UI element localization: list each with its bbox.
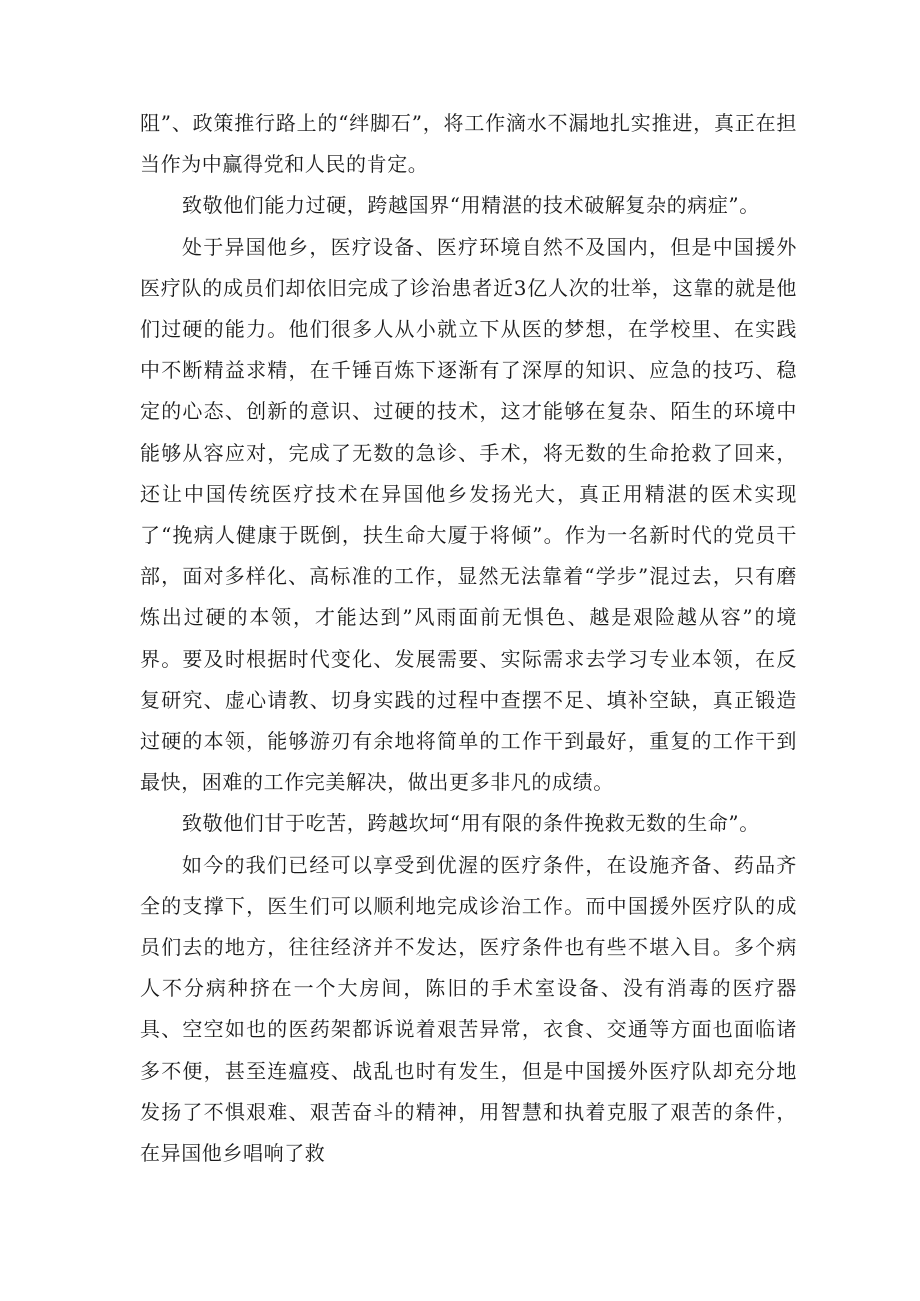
- paragraph-heading-hardship: 致敬他们甘于吃苦，跨越坎坷“用有限的条件挽救无数的生命”。: [182, 811, 760, 836]
- paragraph-heading-ability: 致敬他们能力过硬，跨越国界“用精湛的技术破解复杂的病症”。: [182, 193, 760, 218]
- paragraph-body-ability: 处于异国他乡，医疗设备、医疗环境自然不及国内，但是中国援外医疗队的成员们却依旧完成了诊治患者近3亿人次的壮举，这靠的就是他们过硬的能力。他们很多人从小就立下从医的梦想，在学校里、在实践中不断精益求精，在千锤百炼下逐渐有了深厚的知识、应急的技巧、稳定的心态、创新的意识、过硬的技术，这才能够在复杂、陌生的环境中能够从容应对，完成了无数的急诊、手术，将无数的生命抢救了回来，还让中国传统医疗技术在异国他乡发扬光大，真正用精湛的医术实现了“挽病人健康于既倒，扶生命大厦于将倾”。作为一名新时代的党员干部，面对多样化、高标准的工作，显然无法靠着“学步”混过去，只有磨炼出过硬的本领，才能达到”风雨面前无惧色、越是艰险越从容”的境界。要及时根据时代变化、发展需要、实际需求去学习专业本领，在反复研究、虚心请教、切身实践的过程中查摆不足、填补空缺，真正锻造过硬的本领，能够游刃有余地将简单的工作干到最好，重复的工作干到最快，困难的工作完美解决，做出更多非凡的成绩。: [140, 234, 797, 795]
- paragraph-body-hardship: 如今的我们已经可以享受到优渥的医疗条件，在设施齐备、药品齐全的支撑下，医生们可以顺利地完成诊治工作。而中国援外医疗队的成员们去的地方，往往经济并不发达，医疗条件也有些不堪入目。多个病人不分病种挤在一个大房间，陈旧的手术室设备、没有消毒的医疗器具、空空如也的医药架都诉说着艰苦异常，衣食、交通等方面也面临诸多不便，甚至连瘟疫、战乱也时有发生，但是中国援外医疗队却充分地发扬了不惧艰难、艰苦奋斗的精神，用智慧和执着克服了艰苦的条件，在异国他乡唱响了救: [140, 852, 797, 1166]
- paragraph-continuation: 阻”、政策推行路上的“绊脚石”，将工作滴水不漏地扎实推进，真正在担当作为中赢得党和人民的肯定。: [140, 111, 797, 177]
